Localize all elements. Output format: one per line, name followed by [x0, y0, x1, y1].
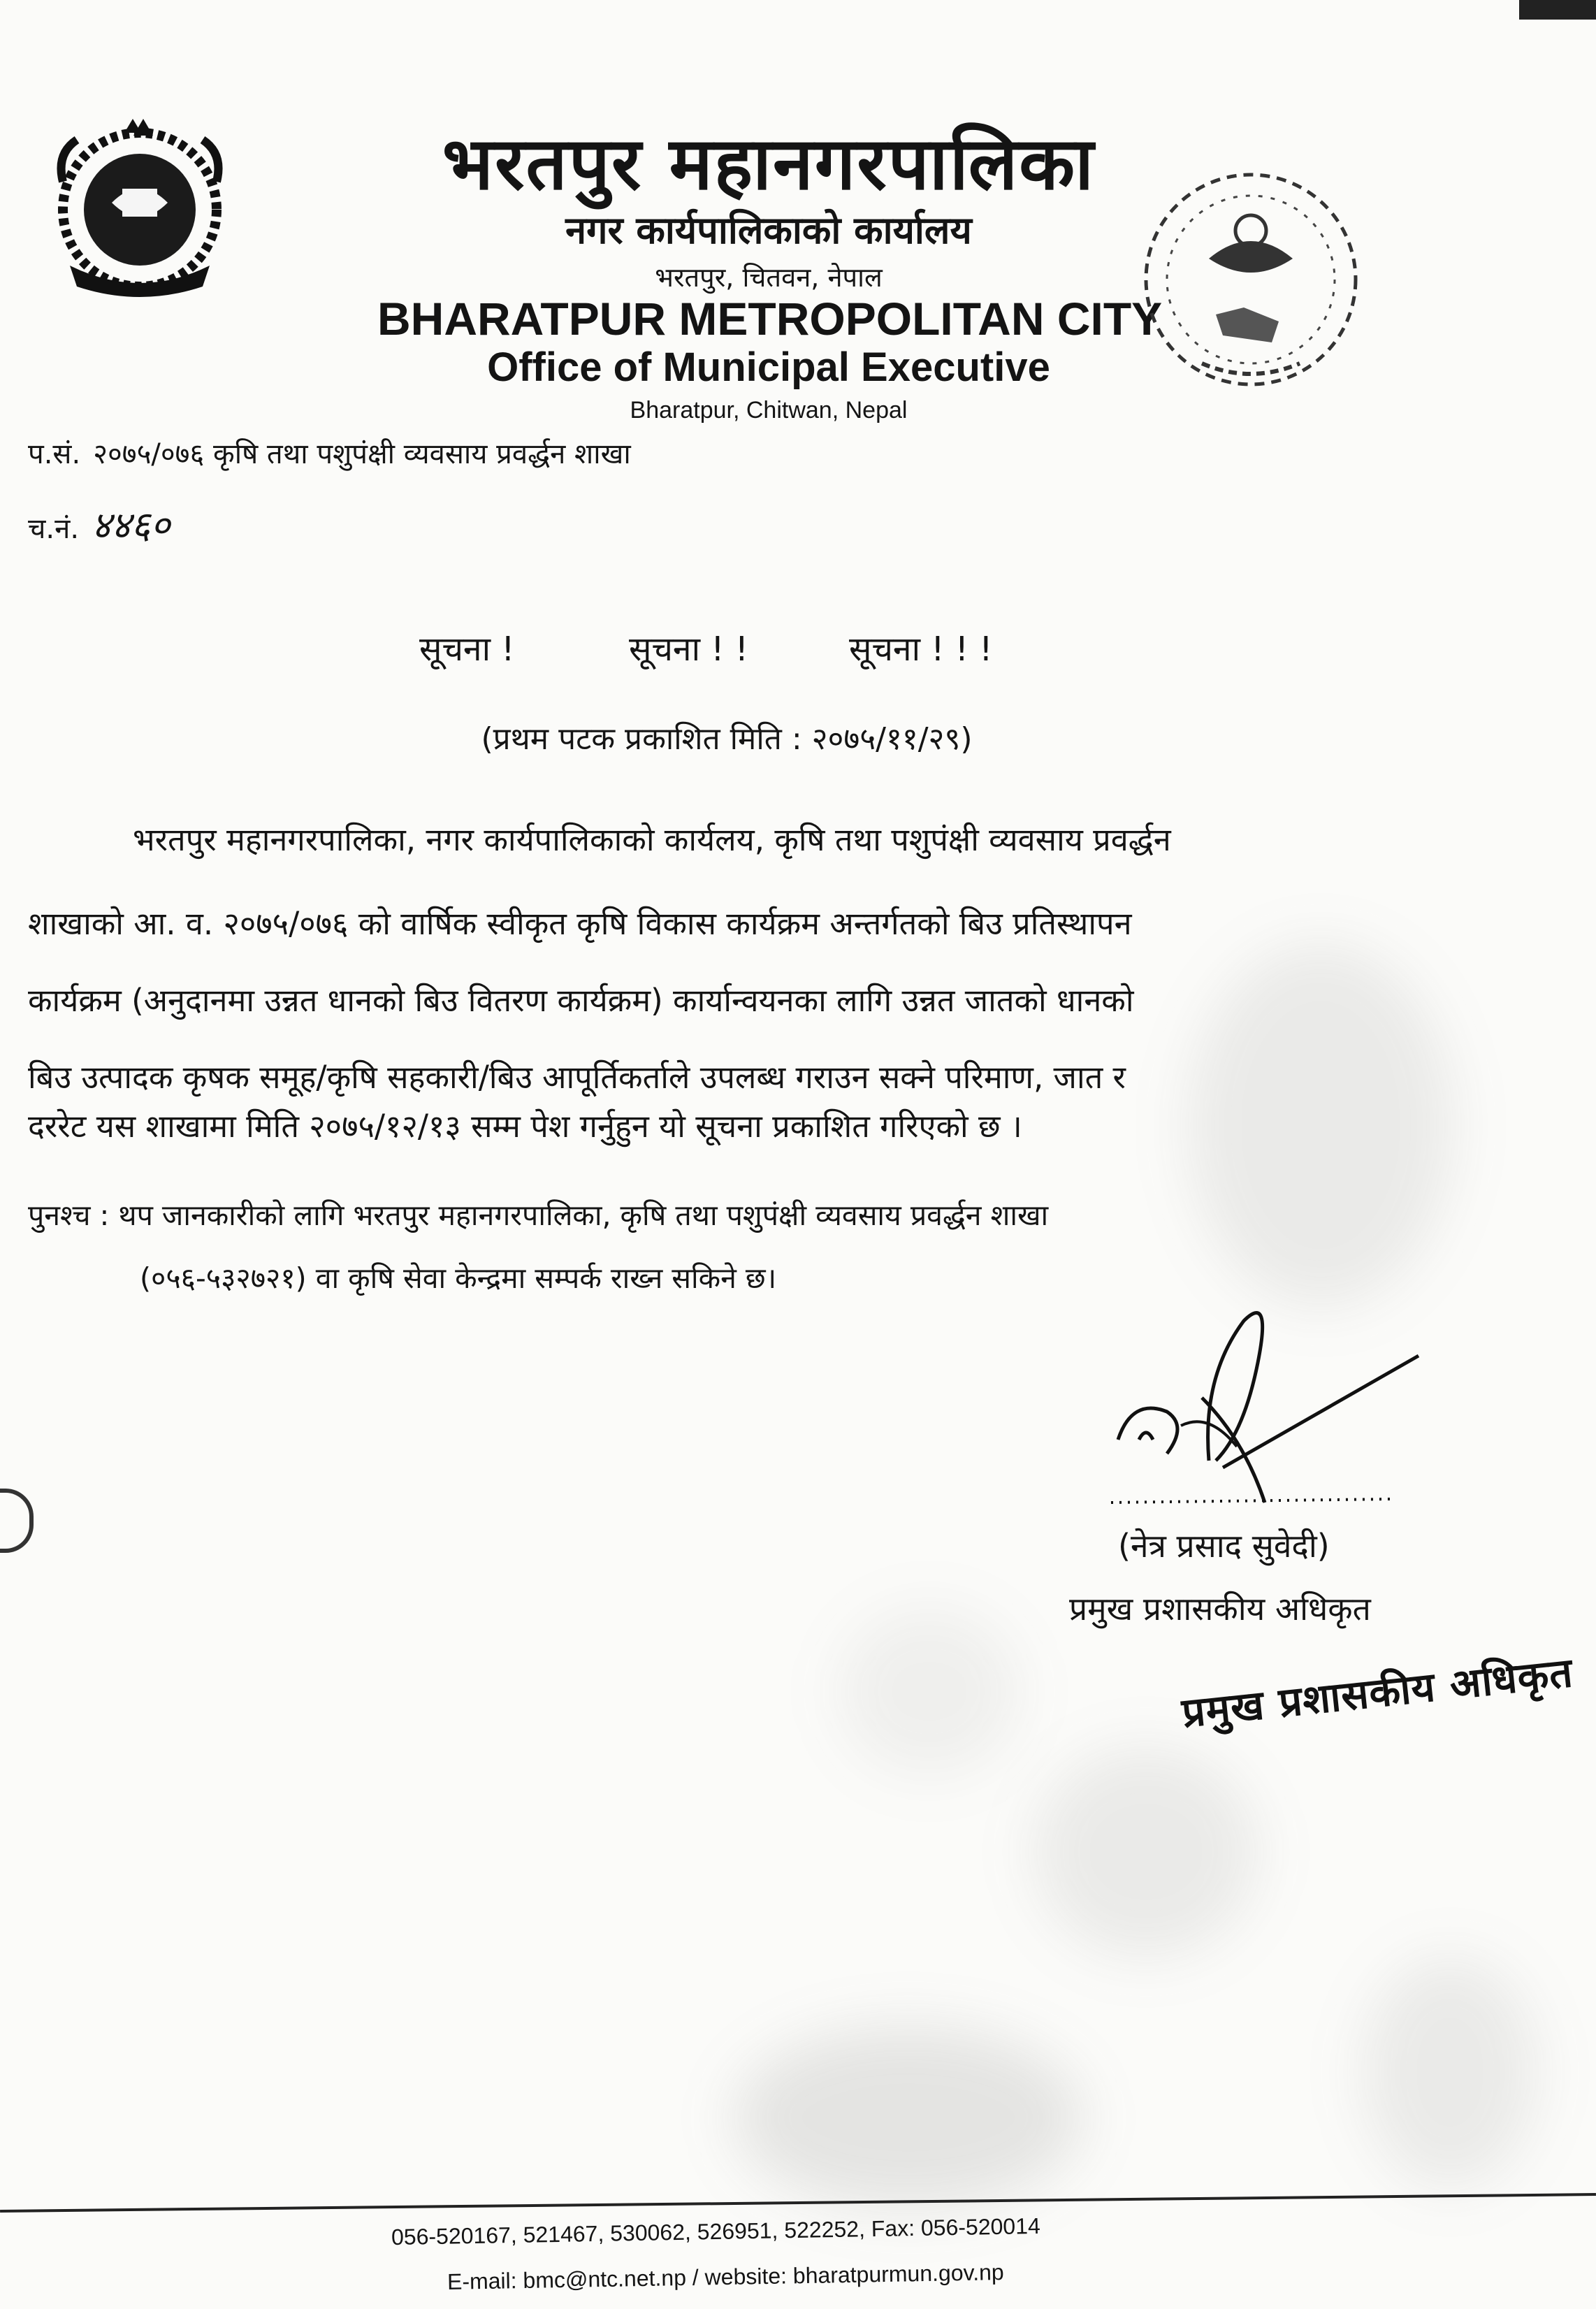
handwritten-signature-icon — [1097, 1300, 1425, 1517]
body-line-1: भरतपुर महानगरपालिका, नगर कार्यपालिकाको कार्यलय, कृषि तथा पशुपंक्षी व्यवसाय प्रवर्द्धन — [133, 821, 1171, 858]
dispatch-number-value: ४४६० — [92, 503, 171, 547]
scan-corner-mark — [1519, 0, 1596, 20]
postscript-line-1: पुनश्च : थप जानकारीको लागि भरतपुर महानगरपालिका, कृषि तथा पशुपंक्षी व्यवसाय प्रवर्द्धन शाखा — [28, 1199, 1049, 1232]
postscript-line-2: (०५६-५३२७२१) वा कृषि सेवा केन्द्रमा सम्पर्क राख्न सकिने छ। — [140, 1261, 777, 1295]
header-english-title: BHARATPUR METROPOLITAN CITY — [377, 293, 1163, 345]
scan-smudge — [839, 1607, 1020, 1775]
body-line-4: बिउ उत्पादक कृषक समूह/कृषि सहकारी/बिउ आपूर्तिकर्ताले उपलब्ध गराउन सक्ने परिमाण, जात र — [28, 1059, 1126, 1096]
reference-number-line — [28, 433, 631, 472]
footer-email-website: E-mail: bmc@ntc.net.np / website: bharatpurmun.gov.np — [447, 2259, 1004, 2294]
body-line-5: दररेट यस शाखामा मिति २०७५/१२/१३ सम्म पेश गर्नुहुन यो सूचना प्रकाशित गरिएको छ । — [28, 1108, 1022, 1145]
signatory-title: प्रमुख प्रशासकीय अधिकृत — [1069, 1590, 1371, 1628]
signatory-name: (नेत्र प्रसाद सुवेदी) — [1118, 1527, 1330, 1565]
header-nepali-office: नगर कार्यपालिकाको कार्यालय — [565, 208, 972, 252]
dispatch-number-line — [28, 498, 170, 549]
first-publication-date: (प्रथम पटक प्रकाशित मिति : २०७५/११/२९) — [481, 721, 973, 757]
designation-stamp: प्रमुख प्रशासकीय अधिकृत — [1180, 1648, 1576, 1737]
header-english-office: Office of Municipal Executive — [487, 345, 1050, 390]
header-english-address: Bharatpur, Chitwan, Nepal — [630, 397, 908, 424]
dispatch-number-label: च.नं. — [28, 513, 80, 545]
scan-smudge — [1034, 1747, 1258, 1957]
notice-heading-2: सूचना ! ! — [629, 630, 749, 669]
reference-ps-value: २०७५/०७६ कृषि तथा पशुपंक्षी व्यवसाय प्रवर्द्धन शाखा — [93, 438, 631, 470]
footer-phone-fax: 056-520167, 521467, 530062, 526951, 522252, Fax: 056-520014 — [391, 2213, 1041, 2250]
body-line-3: कार्यक्रम (अनुदानमा उन्नत धानको बिउ वितरण कार्यक्रम) कार्यान्वयनका लागि उन्नत जातको धानको — [28, 982, 1134, 1019]
notice-heading-1: सूचना ! — [419, 630, 515, 669]
notice-heading-3: सूचना ! ! ! — [849, 630, 993, 669]
municipal-round-seal-icon — [1132, 154, 1370, 412]
binder-hole-mark — [0, 1489, 34, 1553]
header-nepali-title: भरतपुर महानगरपालिका — [442, 120, 1096, 206]
body-line-2: शाखाको आ. व. २०७५/०७६ को वार्षिक स्वीकृत कृषि विकास कार्यक्रम अन्तर्गतको बिउ प्रतिस्थापन — [28, 905, 1132, 942]
scan-smudge — [1363, 1957, 1537, 2187]
scan-smudge — [734, 2027, 1083, 2208]
header-nepali-address: भरतपुर, चितवन, नेपाल — [655, 262, 883, 293]
nepal-government-emblem-icon — [42, 105, 238, 307]
footer-divider — [0, 2193, 1596, 2213]
reference-ps-label: प.सं. — [28, 438, 81, 470]
